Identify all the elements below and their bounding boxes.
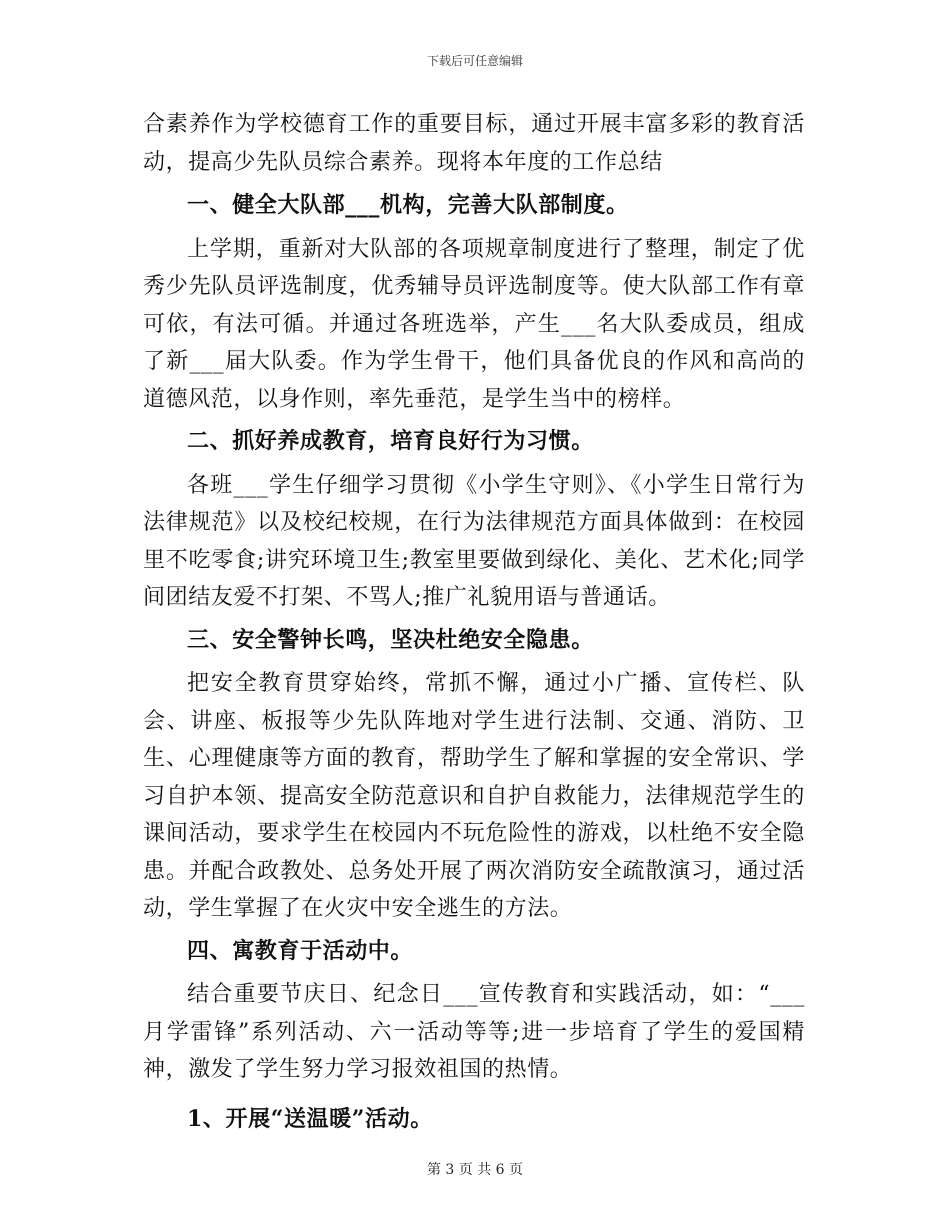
section-body-4: 结合重要节庆日、纪念日___宣传教育和实践活动，如：“___月学雷锋”系列活动、六一活动等等;进一步培育了学生的爱国精神，激发了学生努力学习报效祖国的热情。: [143, 982, 805, 1082]
subsection-heading-1: 1、开展“送温暖”活动。: [187, 1105, 433, 1132]
intro-paragraph: 合素养作为学校德育工作的重要目标，通过开展丰富多彩的教育活动，提高少先队员综合素养。现将本年度的工作总结: [143, 112, 805, 175]
section-body-1: 上学期，重新对大队部的各项规章制度进行了整理，制定了优秀少先队员评选制度，优秀辅导员评选制度等。使大队部工作有章可依，有法可循。并通过各班选举，产生___名大队委成员，组成了新___届大队委。作为学生骨干，他们具备优良的作风和高尚的道德风范，以身作则，率先垂范，是学生当中的榜样。: [143, 236, 805, 412]
page-number-footer: 第 3 页 共 6 页: [426, 1162, 524, 1178]
page-header: 下载后可任意编辑: [426, 54, 523, 68]
document-body: [143, 106, 805, 1144]
section-body-2: 各班___学生仔细学习贯彻《小学生守则》、《小学生日常行为法律规范》以及校纪校规，在行为法律规范方面具体做到：在校园里不吃零食;讲究环境卫生;教室里要做到绿化、美化、艺术化;同学间团结友爱不打架、不骂人;推广礼貌用语与普通话。: [143, 472, 805, 610]
section-heading-4: 四、寓教育于活动中。: [187, 937, 414, 964]
section-heading-3: 三、安全警钟长鸣，坚决杜绝安全隐患。: [187, 626, 594, 653]
section-heading-2: 二、抓好养成教育，培育良好行为习惯。: [187, 428, 594, 454]
section-body-3: 把安全教育贯穿始终，常抓不懈，通过小广播、宣传栏、队会、讲座、板报等少先队阵地对学生进行法制、交通、消防、卫生、心理健康等方面的教育，帮助学生了解和掌握的安全常识、学习自护本领、提高安全防范意识和自护自救能力，法律规范学生的课间活动，要求学生在校园内不玩危险性的游戏，以杜绝不安全隐患。并配合政教处、总务处开展了两次消防安全疏散演习，通过活动，学生掌握了在火灾中安全逃生的方法。: [143, 671, 805, 921]
section-heading-1: 一、健全大队部___机构，完善大队部制度。: [187, 192, 629, 218]
